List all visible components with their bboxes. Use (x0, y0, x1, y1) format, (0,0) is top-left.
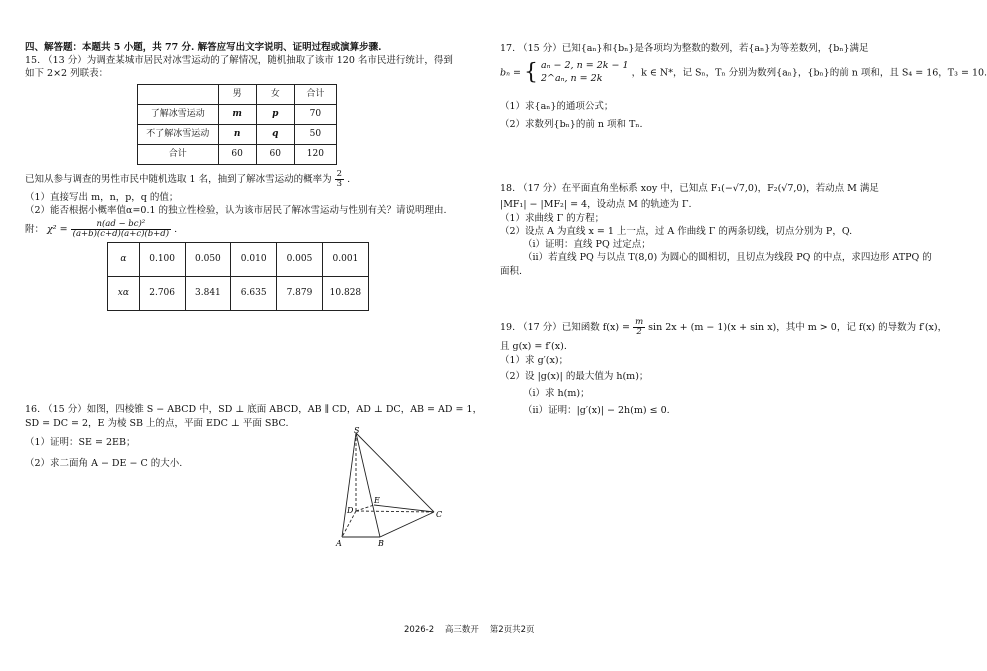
q16-part1: （1）证明：SE = 2EB； (25, 437, 136, 448)
chi-denominator: (a+b)(c+d)(a+c)(b+d) (72, 228, 170, 239)
label-C: C (436, 510, 443, 519)
table-cell: 不了解冰雪运动 (138, 125, 219, 145)
table-cell: p (256, 105, 294, 125)
q19-part2-ii: （ii）证明：|g′(x)| − 2h(m) ≤ 0. (523, 405, 670, 416)
table-row (138, 105, 337, 125)
q18-part1: （1）求曲线 Γ 的方程； (500, 213, 605, 224)
q15-line3-tail: . (347, 173, 351, 185)
q19-line1-text: 19. （17 分）已知函数 f(x) = (500, 321, 631, 333)
table-cell: 120 (294, 145, 336, 165)
denominator: 2 (636, 326, 642, 337)
table-row (108, 277, 369, 311)
brace-glyph: { (523, 59, 538, 85)
q18-part2-ii: （ii）若直线 PQ 与以点 T(8,0) 为圆心的圆相切，且切点为线段 PQ 的中点，求四边形 ATPQ 的 (523, 252, 932, 263)
q15-line1: 15. （13 分）为调查某城市居民对冰雪运动的了解情况，随机抽取了该市 120 名市民进行统计，得到 (25, 55, 453, 66)
table-row (108, 243, 369, 277)
q17-part2: （2）求数列{bₙ}的前 n 项和 Tₙ. (500, 119, 643, 130)
section-title: 四、解答题：本题共 5 小题，共 77 分. 解答应写出文字说明、证明过程或演算步骤. (25, 42, 382, 53)
piecewise-cases (541, 60, 629, 86)
fraction (335, 170, 344, 189)
q19-line1 (500, 318, 947, 337)
q18-line1: 18. （17 分）在平面直角坐标系 xoy 中，已知点 F₁(−√7,0)，F₂(√7,0)，若动点 M 满足 (500, 183, 879, 194)
page-footer: 2026-2 高三数开 第2页共2页 (404, 625, 535, 635)
table-cell: q (256, 125, 294, 145)
table-cell: 10.828 (322, 277, 368, 311)
q17-part1: （1）求{aₙ}的通项公式； (500, 101, 614, 112)
label-E: E (374, 496, 380, 505)
chi-tail: . (174, 223, 178, 235)
label-A: A (336, 539, 342, 548)
table-cell: 0.100 (139, 243, 185, 277)
table-cell: α (108, 243, 140, 277)
table-cell: 0.005 (277, 243, 323, 277)
q15-line2: 如下 2×2 列联表： (25, 68, 109, 79)
appendix-label: 附： (25, 223, 45, 235)
q15-line3 (25, 170, 350, 189)
table-cell: 0.001 (322, 243, 368, 277)
table-cell: m (218, 105, 256, 125)
q17-line2-tail: ，k ∈ N*，记 Sₙ，Tₙ 分别为数列{aₙ}，{bₙ}的前 n 项和，且 S₄ = 16，T₃ = 10. (631, 67, 987, 79)
table-cell (138, 85, 219, 105)
q18-part2: （2）设点 A 为直线 x = 1 上一点，过 A 作曲线 Γ 的两条切线，切点分别为 P，Q. (500, 226, 853, 237)
label-S: S (354, 426, 360, 435)
table-cell: 3.841 (185, 277, 231, 311)
q17-line1: 17. （15 分）已知{aₙ}和{bₙ}是各项均为整数的数列，若{aₙ}为等差数列，{bₙ}满足 (500, 43, 869, 54)
q17-line2 (500, 60, 987, 86)
q18-part2-ii-cont: 面积. (500, 266, 523, 277)
table-cell: 了解冰雪运动 (138, 105, 219, 125)
q19-part2-i: （i）求 h(m)； (523, 388, 590, 399)
denominator: 3 (336, 178, 343, 189)
q16-line1: 16. （15 分）如图，四棱锥 S − ABCD 中，SD ⊥ 底面 ABCD，AB ∥ CD，AD ⊥ DC，AB = AD = 1， (25, 404, 483, 415)
table-row (138, 145, 337, 165)
table-header: 合计 (294, 85, 336, 105)
q19-part1: （1）求 g′(x)； (500, 355, 569, 366)
table-header: 女 (256, 85, 294, 105)
table-row (138, 125, 337, 145)
table-cell: 6.635 (231, 277, 277, 311)
q19-line2: 且 g(x) = f′(x). (500, 341, 567, 352)
table-cell: n (218, 125, 256, 145)
table-cell: 0.010 (231, 243, 277, 277)
chi-numerator: n(ad − bc)² (71, 220, 171, 230)
chi-lhs: χ² = (47, 223, 68, 235)
table-cell: 2.706 (139, 277, 185, 311)
table-cell: 60 (218, 145, 256, 165)
label-B: B (378, 539, 384, 548)
q16-line2: SD = DC = 2，E 为棱 SB 上的点，平面 EDC ⊥ 平面 SBC. (25, 418, 289, 429)
table-cell: 7.879 (277, 277, 323, 311)
alpha-table (107, 242, 369, 311)
contingency-table (137, 84, 337, 165)
label-D: D (347, 506, 354, 515)
numerator: 2 (336, 169, 343, 179)
fraction (633, 318, 645, 337)
chi-fraction (71, 220, 171, 239)
bn-lhs: bₙ = (500, 67, 521, 79)
table-cell: 合计 (138, 145, 219, 165)
table-header: 男 (218, 85, 256, 105)
table-cell: 0.050 (185, 243, 231, 277)
chi-square-formula (25, 220, 177, 239)
pyramid-figure (330, 425, 450, 550)
q19-part2: （2）设 |g(x)| 的最大值为 h(m)； (500, 371, 649, 382)
q18-line2: |MF₁| − |MF₂| = 4，设动点 M 的轨迹为 Γ. (500, 199, 692, 210)
q15-part1: （1）直接写出 m，n，p，q 的值； (25, 192, 179, 203)
case-odd: aₙ − 2, n = 2k − 1 (540, 60, 629, 71)
q15-line3-text: 已知从参与调查的男性市民中随机选取 1 名，抽到了解冰雪运动的概率为 (25, 173, 332, 185)
q16-part2: （2）求二面角 A − DE − C 的大小. (25, 458, 183, 469)
table-cell: xα (108, 277, 140, 311)
q19-line1-tail: sin 2x + (m − 1)(x + sin x)，其中 m > 0，记 f(x) 的导数为 f′(x)， (648, 321, 948, 333)
q18-part2-i: （i）证明：直线 PQ 过定点； (523, 239, 651, 250)
q15-part2: （2）能否根据小概率值α=0.1 的独立性检验，认为该市居民了解冰雪运动与性别有关？请说明理由. (25, 205, 447, 216)
table-cell: 50 (294, 125, 336, 145)
table-cell: 60 (256, 145, 294, 165)
table-cell: 70 (294, 105, 336, 125)
numerator: m (635, 317, 644, 327)
case-even: 2^aₙ, n = 2k (540, 72, 603, 84)
